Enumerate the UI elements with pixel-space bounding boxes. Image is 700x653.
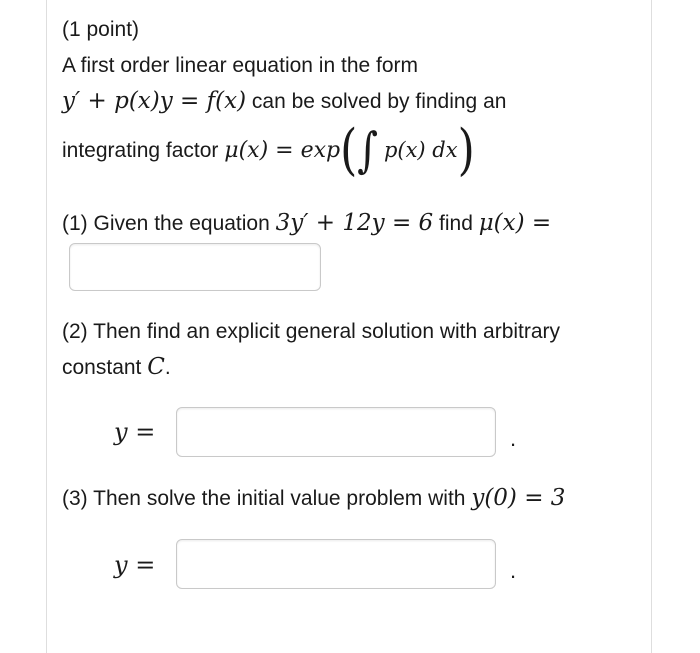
intro-line-1: A first order linear equation in the form	[62, 54, 419, 77]
part1-question	[62, 210, 551, 236]
mu-definition: μ(x) = exp	[224, 138, 341, 163]
general-solution-dot: .	[510, 426, 517, 451]
intro-line-3	[62, 118, 475, 183]
ivp-solution-dot: .	[510, 558, 517, 583]
mu-answer-input[interactable]	[69, 243, 321, 291]
part1-prefix: (1) Given the equation	[62, 212, 270, 235]
integral-icon: ∫	[357, 123, 379, 180]
general-solution-input[interactable]	[176, 407, 496, 457]
general-solution-label: y =	[114, 418, 156, 446]
part2-period: .	[164, 356, 171, 379]
part3-prefix: (3) Then solve the initial value problem with	[62, 487, 466, 510]
part1-target: μ(x) =	[478, 210, 552, 236]
intro-line-2	[62, 88, 506, 114]
ivp-solution-input[interactable]	[176, 539, 496, 589]
intro-equation: y′ + p(x)y = f(x)	[62, 88, 247, 114]
constant-c: C	[147, 354, 165, 380]
right-paren-icon: )	[457, 118, 475, 183]
ivp-solution-label: y =	[114, 551, 156, 579]
points-label: (1 point)	[62, 18, 140, 41]
part2-line-1: (2) Then find an explicit general solution with arbitrary	[62, 320, 561, 343]
integral-body: p(x) dx	[383, 138, 458, 162]
part2-line-2-prefix: constant	[62, 356, 142, 379]
left-paren-icon: (	[340, 118, 358, 183]
part3-question	[62, 485, 565, 511]
initial-condition: y(0) = 3	[471, 485, 566, 511]
part1-suffix: find	[439, 212, 473, 235]
part1-equation: 3y′ + 12y = 6	[275, 210, 434, 236]
part2-line-2	[62, 354, 171, 380]
integrating-factor-label: integrating factor	[62, 139, 219, 162]
intro-line-2-suffix: can be solved by finding an	[251, 90, 507, 113]
